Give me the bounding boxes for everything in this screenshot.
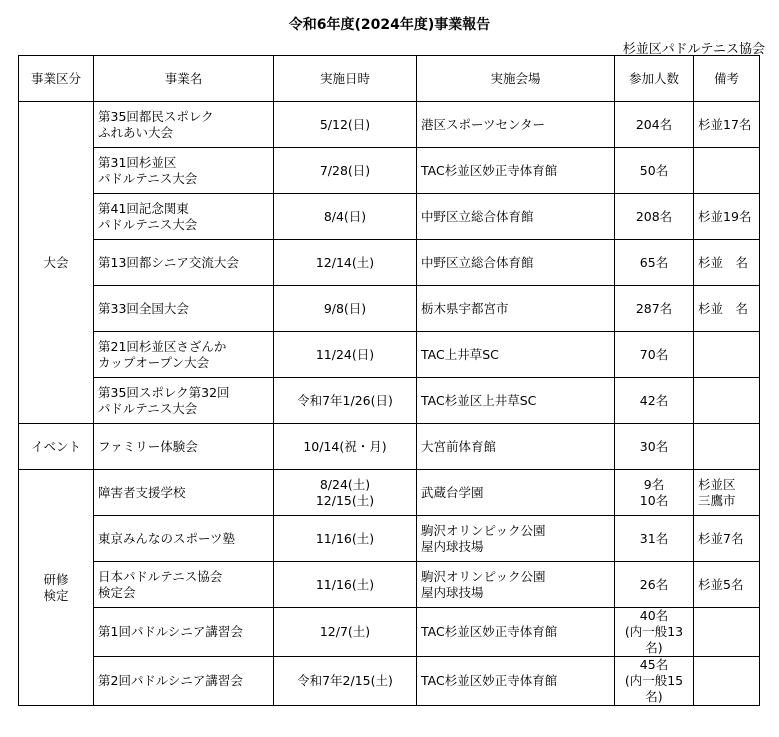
cell-text: 検定会 — [98, 584, 136, 600]
cell-text: (内一般15名) — [624, 673, 684, 704]
participants-cell — [615, 470, 694, 516]
cell-text: TAC杉並区妙正寺体育館 — [421, 162, 558, 178]
date-cell — [274, 424, 417, 470]
cell-text: 杉並区 — [698, 476, 736, 492]
date-cell — [274, 240, 417, 286]
cell-text: 東京みんなのスポーツ塾 — [98, 530, 236, 546]
event-name-cell — [94, 194, 274, 240]
cell-text: 9名 — [643, 476, 665, 492]
category-cell: 大会 — [19, 102, 94, 424]
event-name-cell — [94, 286, 274, 332]
table-row — [19, 516, 760, 562]
venue-cell — [417, 148, 615, 194]
venue-cell — [417, 240, 615, 286]
cell-text: パドルテニス大会 — [98, 400, 198, 416]
venue-cell — [417, 657, 615, 706]
cell-text: 8/24(土) — [319, 476, 371, 492]
event-name-cell — [94, 332, 274, 378]
header-category: 事業区分 — [19, 56, 94, 102]
table-row — [19, 424, 760, 470]
participants-cell — [615, 424, 694, 470]
header-participants: 参加人数 — [615, 56, 694, 102]
note-cell — [694, 470, 760, 516]
table-row — [19, 562, 760, 608]
cell-text: 第35回都民スポレク — [98, 108, 214, 124]
report-title: 令和6年度(2024年度)事業報告 — [288, 17, 491, 33]
cell-text: 杉並 名 — [698, 254, 749, 270]
cell-text: 港区スポーツセンター — [421, 116, 546, 132]
cell-text: 10名 — [639, 492, 669, 508]
cell-text: 208名 — [635, 208, 673, 224]
cell-text: 12/7(土) — [319, 624, 371, 639]
date-cell — [274, 378, 417, 424]
note-cell — [694, 194, 760, 240]
cell-text: 駒沢オリンピック公園 — [421, 522, 546, 538]
cell-text: 栃木県宇都宮市 — [421, 300, 509, 316]
date-cell — [274, 332, 417, 378]
note-cell — [694, 102, 760, 148]
table-row — [19, 332, 760, 378]
cell-text: 5/12(日) — [319, 116, 371, 132]
date-cell — [274, 194, 417, 240]
table-row — [19, 657, 760, 706]
event-name-cell — [94, 516, 274, 562]
cell-text: 杉並19名 — [698, 208, 752, 224]
cell-text: 令和7年1/26(日) — [297, 392, 393, 408]
header-date: 実施日時 — [274, 56, 417, 102]
header-notes: 備考 — [694, 56, 760, 102]
cell-text: ふれあい大会 — [98, 124, 174, 140]
cell-text: パドルテニス大会 — [98, 216, 198, 232]
note-cell — [694, 148, 760, 194]
venue-cell — [417, 332, 615, 378]
cell-text: 三鷹市 — [698, 492, 736, 508]
organization-name: 杉並区パドルテニス協会 — [622, 42, 765, 57]
category-cell: イベント — [19, 424, 94, 470]
table-row — [19, 378, 760, 424]
cell-text: 65名 — [639, 254, 669, 270]
event-name-cell — [94, 424, 274, 470]
venue-cell — [417, 102, 615, 148]
participants-cell — [615, 562, 694, 608]
date-cell — [274, 470, 417, 516]
note-cell — [694, 424, 760, 470]
cell-text: 屋内球技場 — [421, 584, 484, 600]
date-cell — [274, 657, 417, 706]
cell-text: 中野区立総合体育館 — [421, 254, 534, 270]
cell-text: 中野区立総合体育館 — [421, 208, 534, 224]
cell-text: ファミリー体験会 — [98, 438, 198, 454]
venue-cell — [417, 470, 615, 516]
cell-text: 70名 — [639, 346, 669, 362]
date-cell — [274, 286, 417, 332]
cell-text: 大宮前体育館 — [421, 438, 497, 454]
participants-cell — [615, 240, 694, 286]
participants-cell — [615, 608, 694, 657]
cell-text: 11/16(土) — [315, 530, 375, 546]
cell-text: 杉並 名 — [698, 300, 749, 316]
event-name-cell — [94, 148, 274, 194]
event-name-cell — [94, 102, 274, 148]
cell-text: 第1回パドルシニア講習会 — [98, 624, 243, 639]
cell-text: 9/8(日) — [323, 300, 367, 316]
cell-text: (内一般13名) — [624, 624, 684, 655]
cell-text: 屋内球技場 — [421, 538, 484, 554]
event-name-cell — [94, 657, 274, 706]
participants-cell — [615, 194, 694, 240]
date-cell — [274, 608, 417, 657]
header-row — [19, 56, 760, 102]
cell-text: 40名 — [639, 608, 669, 623]
cell-text: 杉並7名 — [698, 530, 744, 546]
cell-text: 第2回パドルシニア講習会 — [98, 673, 243, 688]
cell-text: カップオープン大会 — [98, 354, 210, 370]
cell-text: パドルテニス大会 — [98, 170, 198, 186]
event-name-cell — [94, 470, 274, 516]
cell-text: TAC杉並区上井草SC — [421, 392, 537, 408]
venue-cell — [417, 286, 615, 332]
cell-text: TAC杉並区妙正寺体育館 — [421, 673, 558, 688]
note-cell — [694, 516, 760, 562]
category-cell — [19, 470, 94, 706]
cell-text: 12/15(土) — [315, 492, 375, 508]
participants-cell — [615, 148, 694, 194]
participants-cell — [615, 516, 694, 562]
table-row — [19, 148, 760, 194]
note-cell — [694, 240, 760, 286]
report-table — [18, 55, 760, 706]
cell-text: 50名 — [639, 162, 669, 178]
note-cell — [694, 657, 760, 706]
cell-text: 第21回杉並区さざんか — [98, 338, 227, 354]
participants-cell — [615, 102, 694, 148]
cell-text: 検定 — [43, 587, 69, 603]
venue-cell — [417, 516, 615, 562]
cell-text: 第33回全国大会 — [98, 300, 189, 316]
participants-cell — [615, 286, 694, 332]
table-row — [19, 194, 760, 240]
cell-text: 42名 — [639, 392, 669, 408]
cell-text: 第35回スポレク第32回 — [98, 384, 230, 400]
event-name-cell — [94, 562, 274, 608]
header-venue: 実施会場 — [417, 56, 615, 102]
note-cell — [694, 562, 760, 608]
cell-text: 204名 — [635, 116, 673, 132]
venue-cell — [417, 424, 615, 470]
table-row — [19, 470, 760, 516]
participants-cell — [615, 332, 694, 378]
note-cell — [694, 286, 760, 332]
cell-text: 第31回杉並区 — [98, 154, 177, 170]
cell-text: 令和7年2/15(土) — [297, 673, 393, 688]
cell-text: 武蔵台学園 — [421, 484, 484, 500]
cell-text: 第13回都シニア交流大会 — [98, 254, 239, 270]
cell-text: 日本パドルテニス協会 — [98, 568, 223, 584]
cell-text: 第41回記念関東 — [98, 200, 189, 216]
cell-text: TAC杉並区妙正寺体育館 — [421, 624, 558, 639]
date-cell — [274, 148, 417, 194]
table-row — [19, 608, 760, 657]
event-name-cell — [94, 378, 274, 424]
cell-text: TAC上井草SC — [421, 346, 499, 362]
participants-cell — [615, 657, 694, 706]
participants-cell — [615, 378, 694, 424]
cell-text: 10/14(祝・月) — [303, 438, 387, 454]
venue-cell — [417, 378, 615, 424]
venue-cell — [417, 194, 615, 240]
cell-text: 杉並17名 — [698, 116, 752, 132]
note-cell — [694, 332, 760, 378]
cell-text: 45名 — [639, 657, 669, 672]
event-name-cell — [94, 608, 274, 657]
cell-text: 杉並5名 — [698, 576, 744, 592]
note-cell — [694, 608, 760, 657]
header-event-name: 事業名 — [94, 56, 274, 102]
cell-text: 11/16(土) — [315, 576, 375, 592]
cell-text: 障害者支援学校 — [98, 484, 186, 500]
venue-cell — [417, 562, 615, 608]
cell-text: 研修 — [43, 571, 69, 587]
cell-text: 駒沢オリンピック公園 — [421, 568, 546, 584]
table-row — [19, 286, 760, 332]
table-row — [19, 102, 760, 148]
cell-text: 7/28(日) — [319, 162, 371, 178]
cell-text: 8/4(日) — [323, 208, 367, 224]
cell-text: 31名 — [639, 530, 669, 546]
date-cell — [274, 562, 417, 608]
cell-text: 12/14(土) — [315, 254, 375, 270]
date-cell — [274, 516, 417, 562]
venue-cell — [417, 608, 615, 657]
cell-text: 26名 — [639, 576, 669, 592]
cell-text: 287名 — [635, 300, 673, 316]
event-name-cell — [94, 240, 274, 286]
cell-text: 30名 — [639, 438, 669, 454]
date-cell — [274, 102, 417, 148]
note-cell — [694, 378, 760, 424]
table-row — [19, 240, 760, 286]
cell-text: 11/24(日) — [315, 346, 375, 362]
